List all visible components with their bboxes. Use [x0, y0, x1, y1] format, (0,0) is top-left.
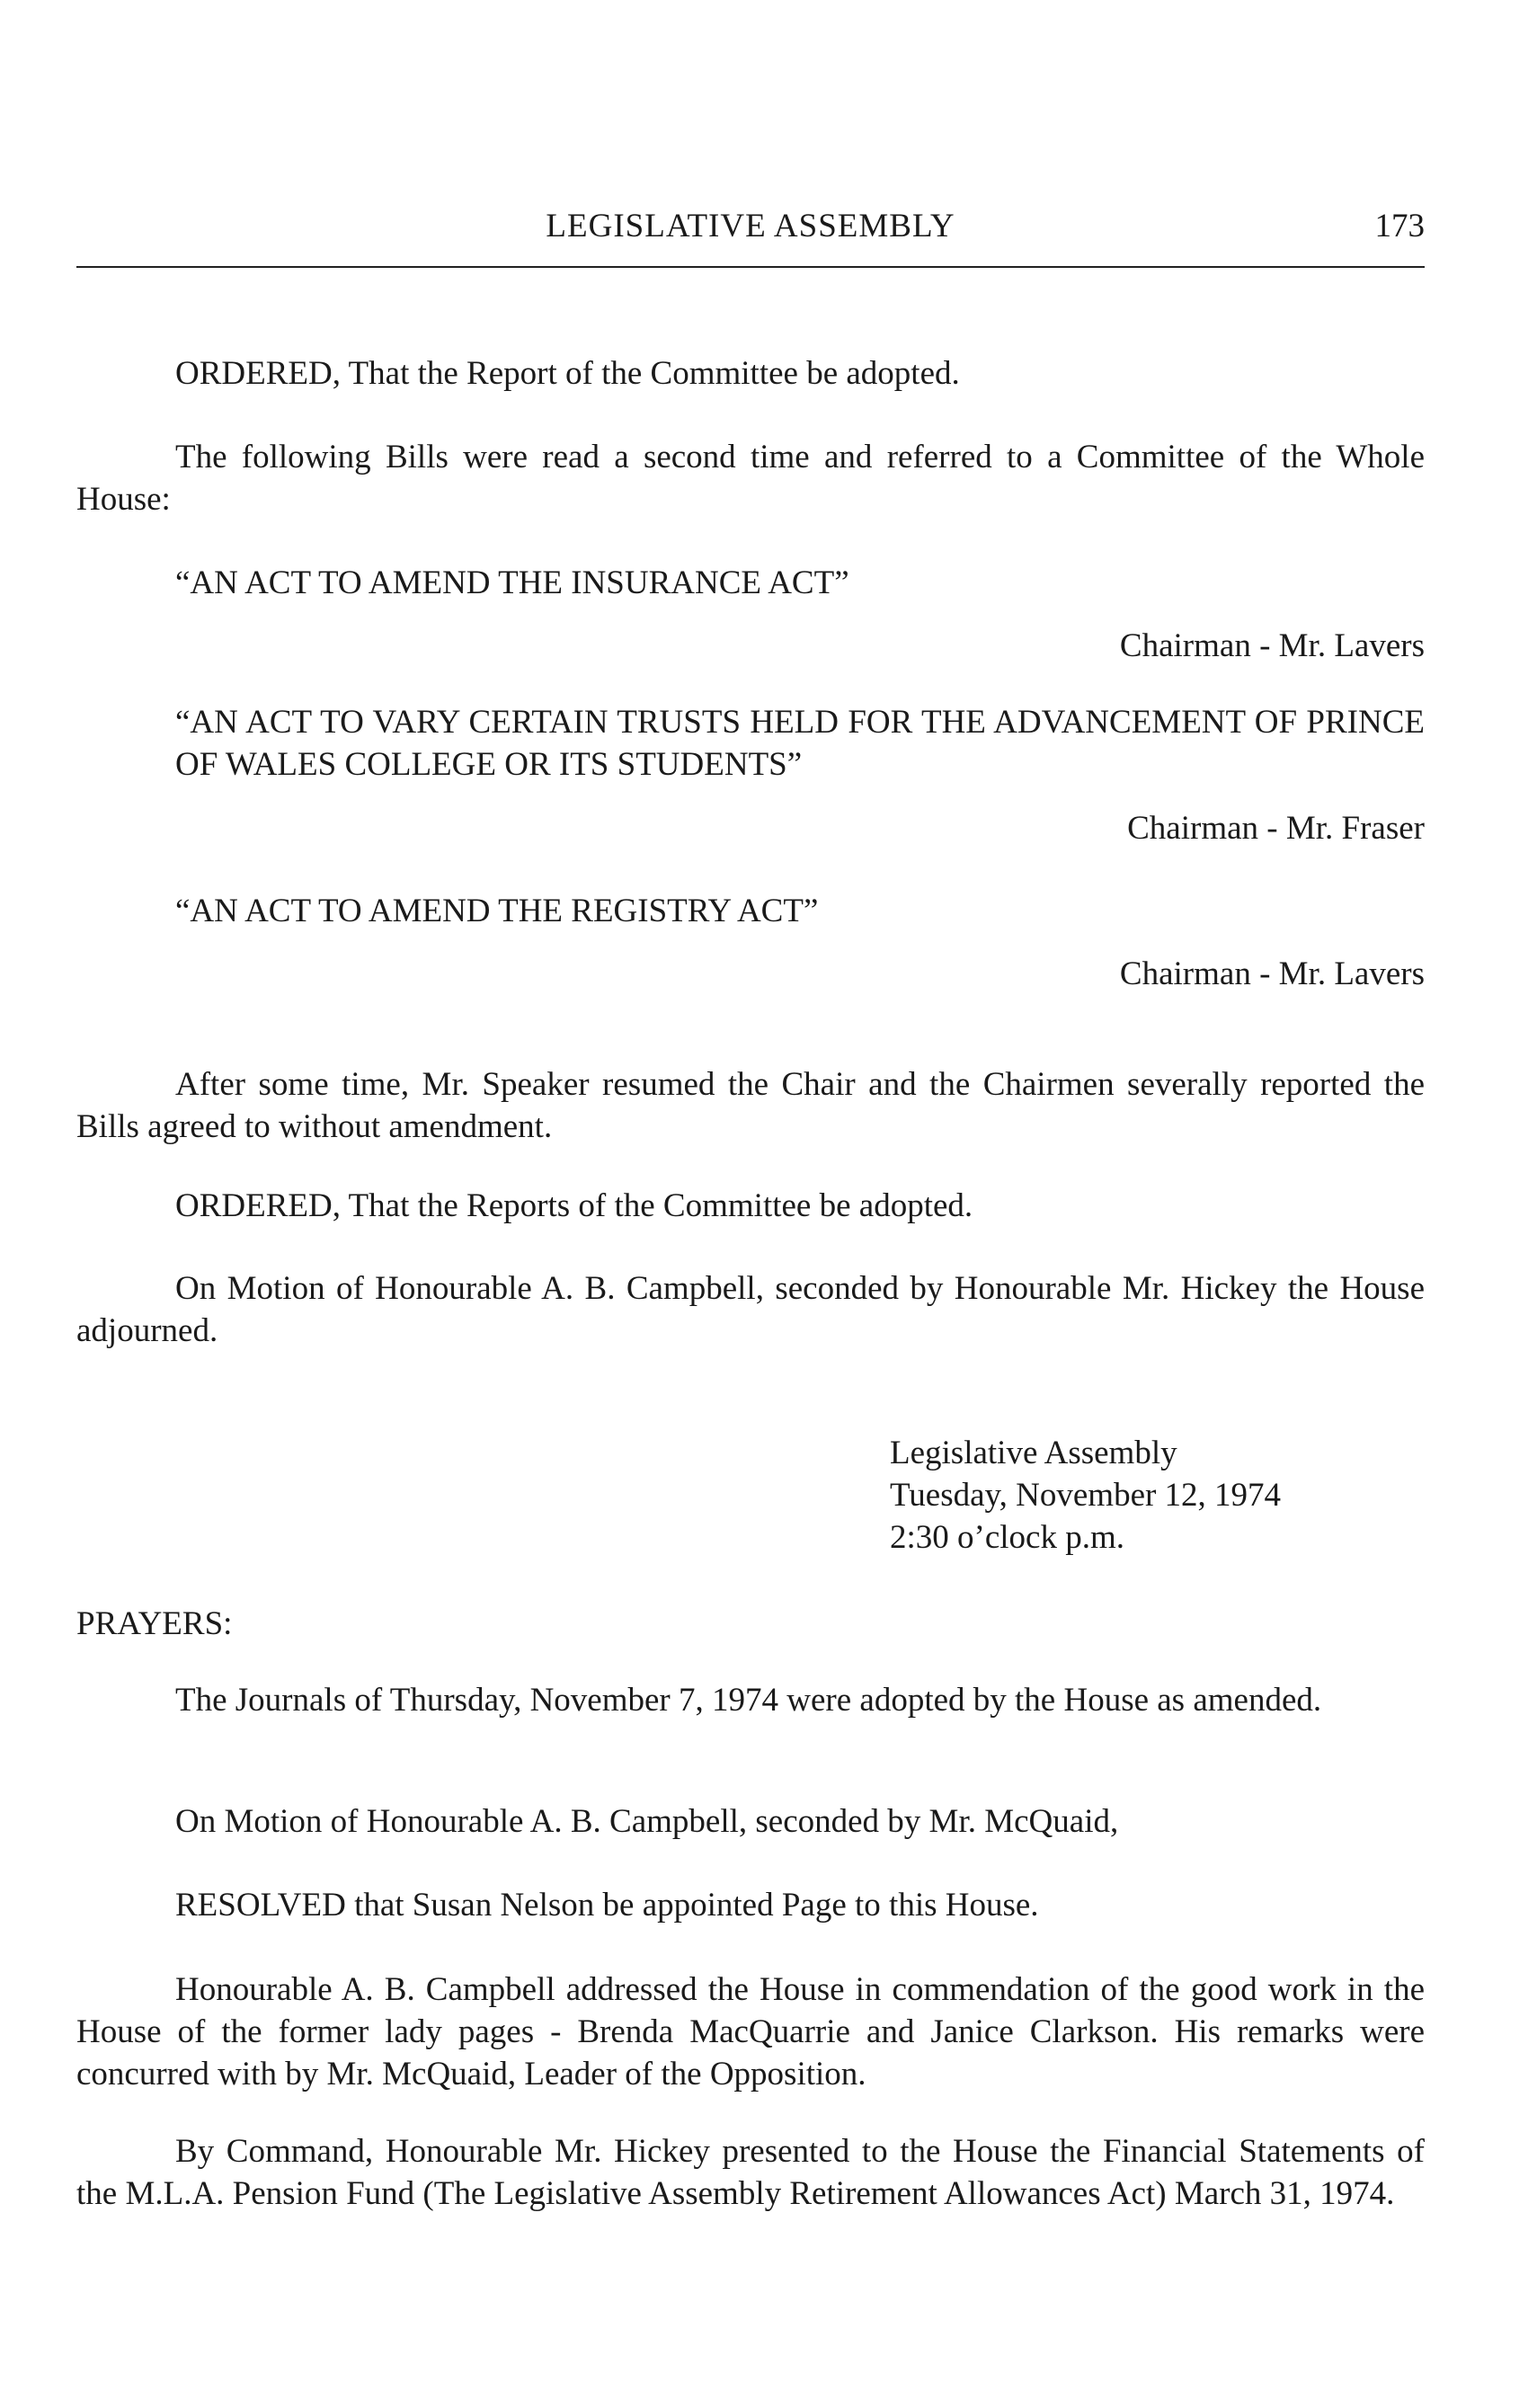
- sitting-time: 2:30 o’clock p.m.: [890, 1519, 1125, 1556]
- bill-registry-title: “AN ACT TO AMEND THE REGISTRY ACT”: [175, 893, 819, 929]
- bill-trusts-title: “AN ACT TO VARY CERTAIN TRUSTS HELD FOR THE ADVANCEMENT OF PRINCE OF WALES COLLEGE OR ITS STUDENTS”: [175, 704, 1425, 783]
- by-command-paragraph: By Command, Honourable Mr. Hickey presented to the House the Financial Statements of the M.L.A. Pension Fund (The Legislative Assembly Retirement Allowances Act) March 31, 1974.: [76, 2133, 1425, 2212]
- ordered-report-paragraph: ORDERED, That the Report of the Committee be adopted.: [175, 355, 960, 392]
- journal-page: [76, 0, 1425, 2408]
- sitting-place: Legislative Assembly: [890, 1435, 1177, 1471]
- motion-mcquaid-paragraph: On Motion of Honourable A. B. Campbell, seconded by Mr. McQuaid,: [175, 1803, 1119, 1840]
- running-title: LEGISLATIVE ASSEMBLY: [546, 208, 955, 244]
- bills-intro-paragraph: The following Bills were read a second time and referred to a Committee of the Whole House:: [76, 439, 1425, 518]
- chairman-registry: Chairman - Mr. Lavers: [1119, 955, 1425, 992]
- after-time-paragraph: After some time, Mr. Speaker resumed the Chair and the Chairmen severally reported the Bills agreed to without amendment.: [76, 1066, 1425, 1145]
- sitting-date: Tuesday, November 12, 1974: [890, 1477, 1282, 1514]
- sitting-heading: [890, 1432, 1429, 1559]
- bill-insurance-title: “AN ACT TO AMEND THE INSURANCE ACT”: [175, 564, 849, 601]
- chairman-trusts: Chairman - Mr. Fraser: [1127, 810, 1425, 847]
- prayers-heading: PRAYERS:: [76, 1605, 233, 1642]
- resolved-paragraph: RESOLVED that Susan Nelson be appointed Page to this House.: [175, 1887, 1039, 1924]
- commendation-paragraph: Honourable A. B. Campbell addressed the House in commendation of the good work in the House of the former lady pages - Brenda MacQuarrie and Janice Clarkson. His remarks were concurred with by Mr. McQuaid, Leader of the Opposition.: [76, 1971, 1425, 2093]
- journals-paragraph: The Journals of Thursday, November 7, 1974 were adopted by the House as amended.: [175, 1682, 1322, 1719]
- motion-adjourn-paragraph: On Motion of Honourable A. B. Campbell, seconded by Honourable Mr. Hickey the House adjourned.: [76, 1270, 1425, 1349]
- page-header: [76, 205, 1425, 250]
- header-rule: [76, 266, 1425, 268]
- page-number: 173: [1374, 208, 1425, 244]
- ordered-reports-paragraph: ORDERED, That the Reports of the Committee be adopted.: [175, 1187, 973, 1224]
- chairman-insurance: Chairman - Mr. Lavers: [1119, 627, 1425, 664]
